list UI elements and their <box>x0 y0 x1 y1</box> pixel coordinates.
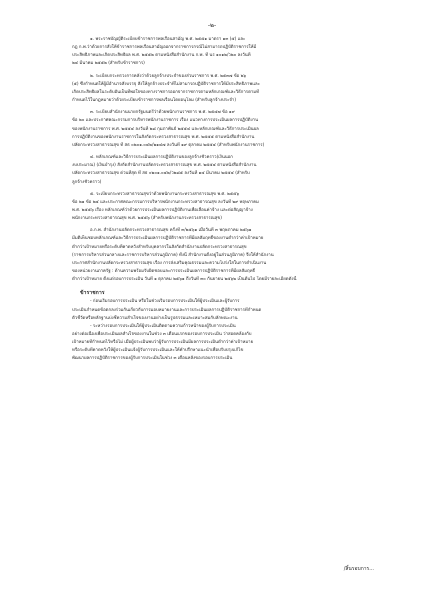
text-line: การปฏิบัติงานของพนักงานราชการในสังกัดกระทรวงสาธารณสุข พ.ศ. ๒๕๕๕ ตามหนังสือสำนักงาน <box>72 134 255 140</box>
bullet-1 <box>72 298 372 322</box>
text-line: พ.ศ. ๒๕๕๖ เรื่อง หลักเกณฑ์ว่าด้วยการประเมินผลการปฏิบัติงานเพื่อเลื่อนค่าจ้าง และต่อสัญญาจ้าง <box>72 207 253 213</box>
text-line: พนักงานกระทรวงสาธารณสุข พ.ศ. ๒๕๕๖ (สำหรับพนักงานกระทรวงสาธารณสุข) <box>72 216 222 222</box>
text-line: ต่ำกว่าเป้าหมายหรือระดับที่คาดหวังสำหรับบุคลากรในสังกัดสำนักงานปลัดกระทรวงสาธารณสุข <box>72 244 247 250</box>
text-line: - ก่อนเริ่มรอบการประเมิน หรือในช่วงเริ่มรอบการประเมินให้ผู้ประเมินและผู้รับการ <box>90 299 240 305</box>
text-line: (๕) ซึ่งกำหนดให้ผู้มีอำนาจสั่งบรรจุ สั่งให้ลูกจ้างประจำที่ไม่สามารถปฏิบัติราชการให้มีประสิทธิภาพและ <box>72 81 260 87</box>
text-line: มีมติเห็นชอบหลักเกณฑ์และวิธีการประเมินผลการปฏิบัติราชการที่มีผลสัมฤทธิ์ของงานต่ำกว่าค่าเป้าหมาย <box>72 236 264 242</box>
text-line: ตัวชี้วัดหรือหลักฐานบ่งชี้ความสำเร็จของงานอย่างเป็นรูปธรรมและเหมาะสมกับลักษณะงาน <box>72 315 238 321</box>
text-line: ๓. ระเบียบสำนักงานนายกรัฐมนตรีว่าด้วยพนักงานราชการ พ.ศ. ๒๕๔๗ ข้อ ๑๙ <box>90 110 235 116</box>
text-line: ๒๔ มีนาคม ๒๕๕๒ (สำหรับข้าราชการ) <box>72 61 145 67</box>
paragraph-5 <box>72 191 372 224</box>
text-line: ปลัดกระทรวงสาธารณสุข ที่ สธ ๐๒๐๑.๐๔๒/๒๑๔๗ ลงวันที่ ๑๙ ตุลาคม ๒๕๕๔ (สำหรับพนักงานราชการ) <box>72 142 265 148</box>
text-line: ๕. ระเบียบกระทรวงสาธารณสุขว่าด้วยพนักงานกระทรวงสาธารณสุข พ.ศ. ๒๕๕๖ <box>90 191 240 197</box>
text-line: ประเมินกำหนดข้อตกลงร่วมกันเกี่ยวกับการมอบหมายงานและการประเมินผลการปฏิบัติราชการที่กำหนด <box>72 307 262 313</box>
paragraph-3 <box>72 109 372 150</box>
text-line: กำหนดไว้ในกฎหมายว่าด้วยระเบียบข้าราชการพลเรือนโดยอนุโลม (สำหรับลูกจ้างประจำ) <box>72 98 237 104</box>
text-line: ประกาศสำนักงานปลัดกระทรวงสาธารณสุข เรื่อง การส่งเสริมคุณธรรมและความโปร่งใสในการดำเนินงาน <box>72 260 267 266</box>
text-line: ลูกจ้างชั่วคราว) <box>72 179 102 185</box>
page-number: -๒- <box>207 22 217 29</box>
text-line: ของพนักงานราชการ พ.ศ. ๒๕๕๔ ลงวันที่ ๒๘ กุมภาพันธ์ ๒๕๕๔ และหลักเกณฑ์และวิธีการประเมินผล <box>72 126 259 132</box>
text-line: ปลัดกระทรวงสาธารณสุข ด่วนที่สุด ที่ สธ ๐๒๐๑.๐๔๒/ว๒๘๕ ลงวันที่ ๑๔ มีนาคม ๒๕๕๔ (สำหรับ <box>72 171 250 177</box>
text-line: งบประมาณ) (เงินบำรุง) สังกัดสำนักงานปลัดกระทรวงสาธารณสุข พ.ศ. ๒๕๕๔ ตามหนังสือสำนักงาน <box>72 163 257 169</box>
continuation-marker: /สิ้นรอบการ... <box>343 566 374 572</box>
paragraph-4 <box>72 154 372 187</box>
text-line: หรือระดับที่คาดหวังให้ผู้ประเมินแจ้งผู้รับการประเมินและให้คำปรึกษาแนะนำเพื่อปรับปรุงแก้ไข <box>72 348 244 354</box>
bullet-2 <box>72 323 372 364</box>
text-line: - ระหว่างรอบการประเมินให้ผู้ประเมินติดตามความก้าวหน้าของผู้รับการประเมิน <box>90 323 236 329</box>
text-line: อ.ก.พ. สำนักงานปลัดกระทรวงสาธารณสุข ครั้งที่ ๓/๒๕๖๑ เมื่อวันที่ ๓ พฤษภาคม ๒๕๖๑ <box>90 228 252 234</box>
text-line: อย่างต่อเนื่องเพื่อประเมินผลสำเร็จของงานในช่วง ๓ เดือนแรกของรอบการประเมิน ว่าสอดคล้องกับ <box>72 332 252 337</box>
text-line: ต่ำกว่าเป้าหมาย ตั้งแต่รอบการประเมิน วันที่ ๑ ตุลาคม ๒๕๖๑ ถึงวันที่ ๓๐ กันยายน ๒๕๖๒ เป็นต้นไป โดยมีรายละเอียดดังนี้ <box>72 277 297 283</box>
paragraph-6 <box>72 227 372 284</box>
text-line: ข้อ ๒๑ ข้อ ๒๔ และประกาศคณะกรรมการบริหารพนักงานกระทรวงสาธารณสุข ลงวันที่ ๒๙ พฤษภาคม <box>72 199 259 205</box>
text-line: ของหน่วยงานภาครัฐ : ด้านความพร้อมรับผิดชอบและการประเมินผลการปฏิบัติราชการที่มีผลสัมฤทธิ์ <box>72 269 256 275</box>
text-line: (ราชการบริหารส่วนกลางและราชการบริหารส่วนภูมิภาค) ทั้งนี้ สำนักงานตั้งอยู่ในส่วนภูมิภาค) จึงให้สำนักงาน <box>72 252 274 258</box>
text-line: ๔. หลักเกณฑ์และวิธีการประเมินผลการปฏิบัติงานของลูกจ้างชั่วคราว(เงินนอก <box>90 155 233 161</box>
text-line: ๑. พระราชบัญญัติระเบียบข้าราชการพลเรือนสามัญ พ.ศ. ๒๕๕๑ มาตรา ๑๓ (๕) และ <box>90 37 246 42</box>
document-body <box>72 36 372 364</box>
text-line: พัฒนาผลการปฏิบัติราชการของผู้รับการประเมินในช่วง ๓ เดือนหลังของรอบการประเมิน <box>72 356 233 362</box>
paragraph-2 <box>72 73 372 106</box>
text-line: ประสิทธิภาพและเกิดประสิทธิผล พ.ศ. ๒๕๕๒ ตามหนังสือสำนักงาน ก.พ. ที่ นร ๑๐๑๒/ว๒๐ ลงวันที่ <box>72 53 251 59</box>
text-line: เป้าหมายที่กำหนดไว้หรือไม่ เมื่อผู้ประเมินพบว่าผู้รับการประเมินมีผลการประเมินต่ำกว่าค่าเป้าหมาย <box>72 340 254 346</box>
text-line: ๒. ระเบียบกระทรวงการคลังว่าด้วยลูกจ้างประจำของส่วนราชการ พ.ศ. ๒๕๓๗ ข้อ ๒๖ <box>90 73 247 79</box>
section-heading: ข้าราชการ <box>80 290 105 297</box>
text-line: กฎ ก.พ.ว่าด้วยการสั่งให้ข้าราชการพลเรือนสามัญออกจากราชการกรณีไม่สามารถปฏิบัติราชการให้มี <box>72 45 257 51</box>
paragraph-1 <box>72 36 372 69</box>
text-line: ข้อ ๒๐ และประกาศคณะกรรมการบริหารพนักงานราชการ เรื่อง แนวทางการประเมินผลการปฏิบัติงาน <box>72 118 259 124</box>
text-line: เกิดประสิทธิผลในระดับอันเป็นที่พอใจของทางราชการออกจากราชการตามหลักเกณฑ์และวิธีการตามที่ <box>72 89 259 95</box>
